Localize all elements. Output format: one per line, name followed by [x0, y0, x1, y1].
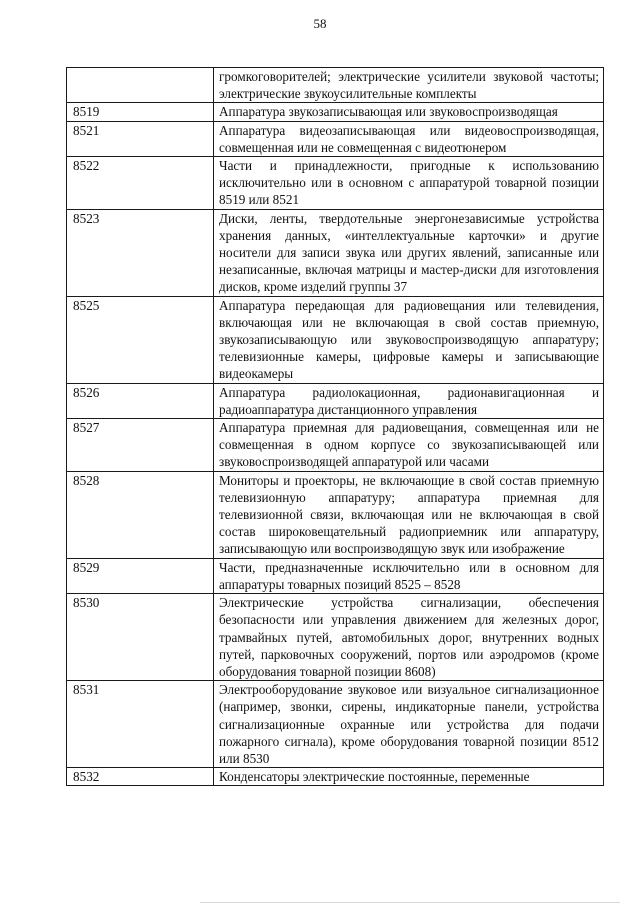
table-row	[67, 471, 604, 558]
commodity-description: Мониторы и проекторы, не включающие в свой состав приемную телевизионную аппаратуру; аппаратура приемная для телевизионной связи, включающая или не включающая в свой состав широковещательный радиоприемник или аппаратуру, записывающую или воспроизводящую звук или изображение	[214, 471, 604, 558]
commodity-code: 8522	[67, 157, 214, 210]
commodity-code: 8523	[67, 209, 214, 296]
table-row	[67, 157, 604, 210]
commodity-description: Электрические устройства сигнализации, обеспечения безопасности или управления движением для железных дорог, трамвайных путей, автомобильных дорог, внутренних водных путей, парковочных сооружений, портов или аэродромов (кроме оборудования товарной позиции 8608)	[214, 594, 604, 681]
commodity-code	[67, 68, 214, 103]
commodity-code: 8527	[67, 419, 214, 472]
table-row	[67, 768, 604, 786]
table-row	[67, 121, 604, 156]
goods-table-body	[67, 68, 604, 786]
commodity-code: 8528	[67, 471, 214, 558]
page-number: 58	[313, 16, 327, 31]
table-row	[67, 296, 604, 383]
commodity-code: 8521	[67, 121, 214, 156]
commodity-code: 8532	[67, 768, 214, 786]
commodity-description: Электрооборудование звуковое или визуальное сигнализационное (например, звонки, сирены, индикаторные панели, устройства сигнализационные охранные или устройства для подачи пожарного сигнала), кроме оборудования товарной позиции 8512 или 8530	[214, 681, 604, 768]
commodity-description: Части, предназначенные исключительно или в основном для аппаратуры товарных позиций 8525 – 8528	[214, 558, 604, 593]
commodity-description: Аппаратура передающая для радиовещания или телевидения, включающая или не включающая в свой состав приемную, звукозаписывающую или звуковоспроизводящую аппаратуру; телевизионные камеры, цифровые камеры и записывающие видеокамеры	[214, 296, 604, 383]
goods-table	[66, 67, 604, 786]
table-row	[67, 209, 604, 296]
table-row	[67, 594, 604, 681]
commodity-description: Диски, ленты, твердотельные энергонезависимые устройства хранения данных, «интеллектуальные карточки» и другие носители для записи звука или других явлений, записанные или незаписанные, включая матрицы и мастер-диски для изготовления дисков, кроме изделий группы 37	[214, 209, 604, 296]
commodity-description: громкоговорителей; электрические усилители звуковой частоты; электрические звукоусилительные комплекты	[214, 68, 604, 103]
commodity-description: Аппаратура радиолокационная, радионавигационная и радиоаппаратура дистанционного управления	[214, 383, 604, 418]
commodity-description: Части и принадлежности, пригодные к использованию исключительно или в основном с аппаратурой товарной позиции 8519 или 8521	[214, 157, 604, 210]
table-row	[67, 419, 604, 472]
scan-edge-line	[200, 902, 620, 903]
table-row	[67, 103, 604, 121]
commodity-description: Аппаратура звукозаписывающая или звуковоспроизводящая	[214, 103, 604, 121]
commodity-description: Аппаратура приемная для радиовещания, совмещенная или не совмещенная в одном корпусе со звукозаписывающей или звуковоспроизводящей аппаратурой или часами	[214, 419, 604, 472]
commodity-code: 8531	[67, 681, 214, 768]
commodity-code: 8519	[67, 103, 214, 121]
commodity-description: Конденсаторы электрические постоянные, переменные	[214, 768, 604, 786]
table-row	[67, 68, 604, 103]
commodity-description: Аппаратура видеозаписывающая или видеовоспроизводящая, совмещенная или не совмещенная с видеотюнером	[214, 121, 604, 156]
table-row	[67, 383, 604, 418]
commodity-code: 8529	[67, 558, 214, 593]
table-row	[67, 558, 604, 593]
commodity-code: 8525	[67, 296, 214, 383]
commodity-code: 8530	[67, 594, 214, 681]
commodity-code: 8526	[67, 383, 214, 418]
table-row	[67, 681, 604, 768]
